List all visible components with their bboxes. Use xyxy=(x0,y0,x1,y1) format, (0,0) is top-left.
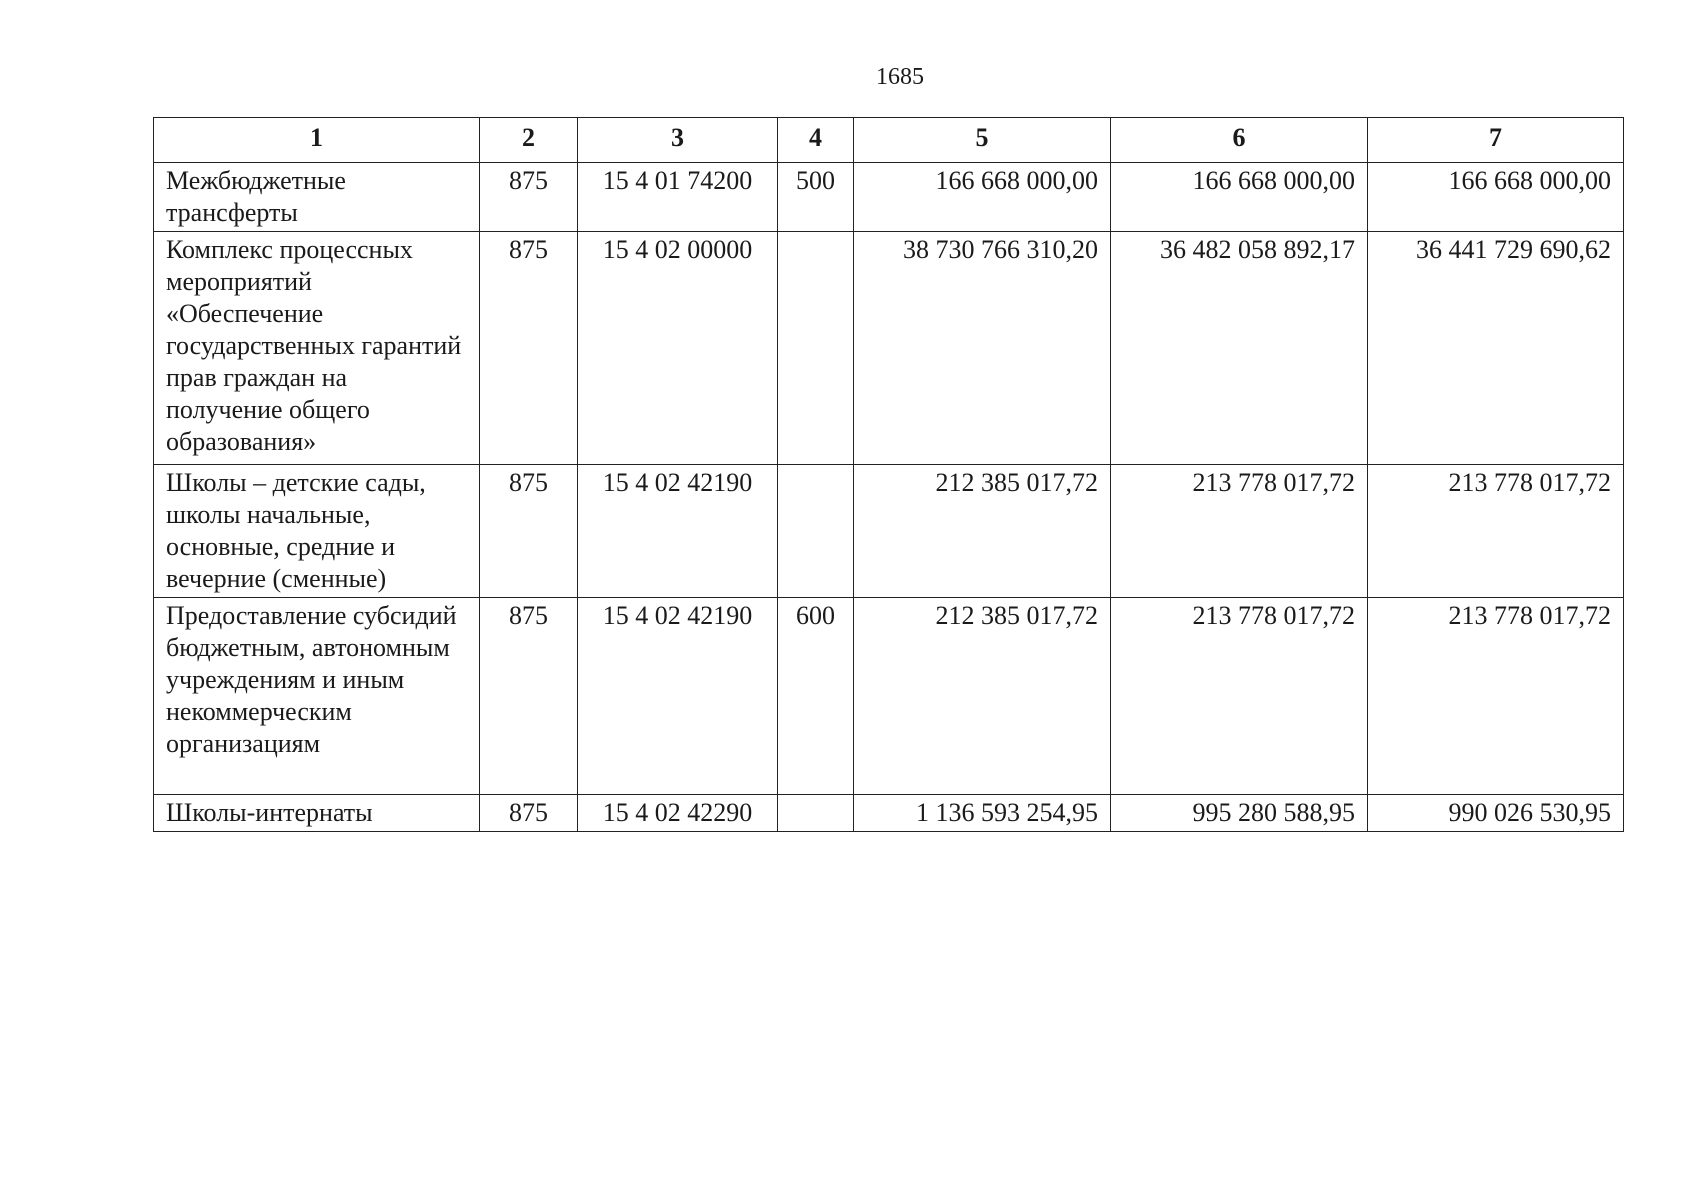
amount-cell: 212 385 017,72 xyxy=(854,465,1111,598)
code-cell: 875 xyxy=(480,465,578,598)
code-cell: 875 xyxy=(480,232,578,465)
amount-cell: 212 385 017,72 xyxy=(854,598,1111,795)
amount-cell: 995 280 588,95 xyxy=(1111,795,1368,832)
amount-cell: 990 026 530,95 xyxy=(1368,795,1624,832)
amount-cell: 36 482 058 892,17 xyxy=(1111,232,1368,465)
code-cell xyxy=(778,465,854,598)
code-cell: 500 xyxy=(778,163,854,232)
row-name-cell: Школы-интернаты xyxy=(154,795,480,832)
code-cell xyxy=(778,232,854,465)
column-header: 4 xyxy=(778,118,854,163)
header-row xyxy=(154,118,1624,163)
code-cell: 15 4 01 74200 xyxy=(578,163,778,232)
code-cell: 875 xyxy=(480,598,578,795)
column-header: 6 xyxy=(1111,118,1368,163)
code-cell: 15 4 02 42190 xyxy=(578,465,778,598)
row-name-cell: Предоставление субсидий бюджетным, автономным учреждениям и иным некоммерческим организациям xyxy=(154,598,480,795)
column-header: 3 xyxy=(578,118,778,163)
code-cell: 15 4 02 00000 xyxy=(578,232,778,465)
code-cell: 15 4 02 42190 xyxy=(578,598,778,795)
table-row xyxy=(154,232,1624,465)
table-row xyxy=(154,163,1624,232)
amount-cell: 1 136 593 254,95 xyxy=(854,795,1111,832)
budget-table xyxy=(153,117,1624,832)
row-name-cell: Школы – детские сады, школы начальные, основные, средние и вечерние (сменные) xyxy=(154,465,480,598)
code-cell: 875 xyxy=(480,163,578,232)
amount-cell: 166 668 000,00 xyxy=(1111,163,1368,232)
code-cell xyxy=(778,795,854,832)
page-number: 1685 xyxy=(876,64,924,90)
column-header: 5 xyxy=(854,118,1111,163)
table-row xyxy=(154,465,1624,598)
amount-cell: 213 778 017,72 xyxy=(1368,598,1624,795)
row-name-cell: Комплекс процессных мероприятий «Обеспечение государственных гарантий прав граждан на получение общего образования» xyxy=(154,232,480,465)
code-cell: 875 xyxy=(480,795,578,832)
code-cell: 15 4 02 42290 xyxy=(578,795,778,832)
amount-cell: 36 441 729 690,62 xyxy=(1368,232,1624,465)
table-row xyxy=(154,598,1624,795)
code-cell: 600 xyxy=(778,598,854,795)
column-header: 2 xyxy=(480,118,578,163)
row-name-cell: Межбюджетные трансферты xyxy=(154,163,480,232)
amount-cell: 213 778 017,72 xyxy=(1111,465,1368,598)
amount-cell: 213 778 017,72 xyxy=(1111,598,1368,795)
amount-cell: 166 668 000,00 xyxy=(854,163,1111,232)
amount-cell: 38 730 766 310,20 xyxy=(854,232,1111,465)
table-row xyxy=(154,795,1624,832)
column-header: 1 xyxy=(154,118,480,163)
amount-cell: 213 778 017,72 xyxy=(1368,465,1624,598)
amount-cell: 166 668 000,00 xyxy=(1368,163,1624,232)
column-header: 7 xyxy=(1368,118,1624,163)
